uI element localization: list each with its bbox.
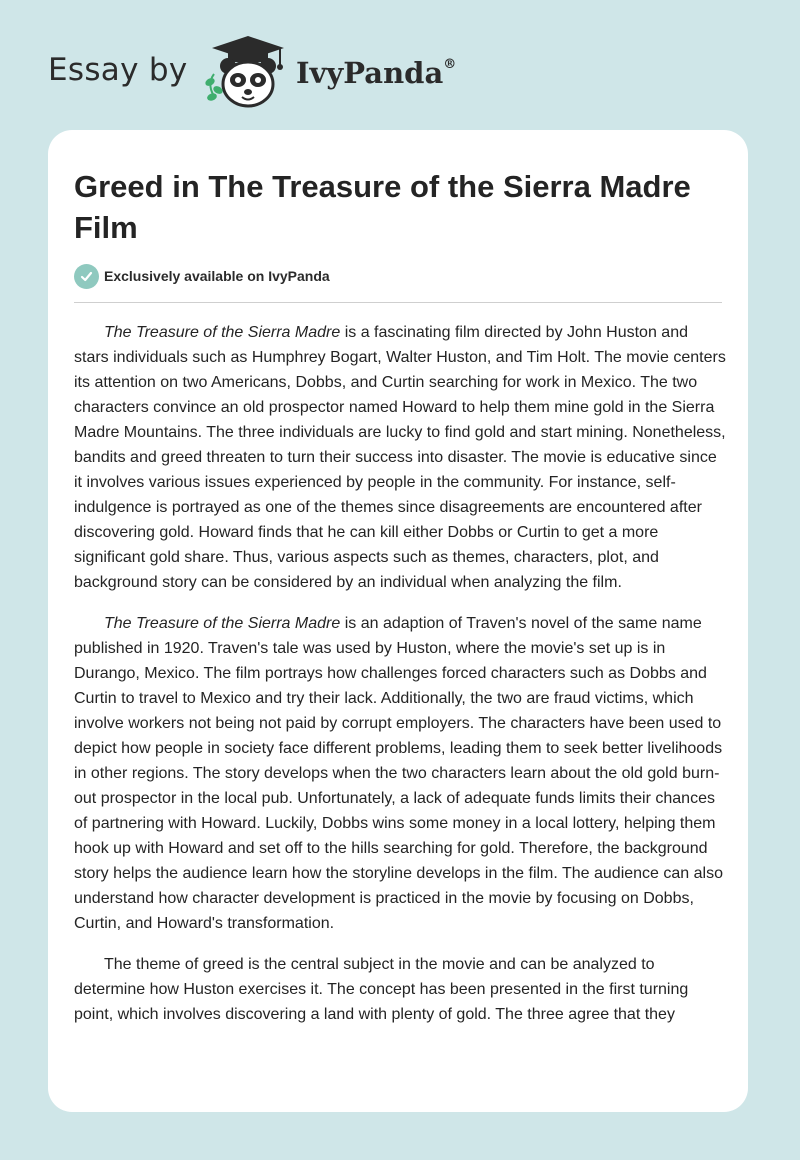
essay-card xyxy=(48,130,748,1112)
divider xyxy=(74,302,722,303)
registered-mark: ® xyxy=(443,57,457,73)
essay-body xyxy=(74,320,726,1043)
site-header xyxy=(0,0,800,130)
paragraph xyxy=(74,611,726,936)
paragraph-text: is a fascinating film directed by John Huston and stars individuals such as Humphrey Bogart, Walter Huston, and Tim Holt. The movie centers its attention on two Americans, Dobbs, and Curtin searching for work in Mexico. The two characters convince an old prospector named Howard to help them mine gold in the Sierra Madre Mountains. The three individuals are lucky to find gold and start mining. Nonetheless, bandits and greed threaten to turn their success into disaster. The movie is educative since it involves various issues experienced by people in the community. For instance, self-indulgence is portrayed as one of the themes since disagreements are encountered after discovering gold. Howard finds that he can kill either Dobbs or Curtin to get a more significant gold share. Thus, various aspects such as themes, characters, plot, and background story can be considered by an individual when analyzing the film. xyxy=(74,324,726,591)
paragraph-text: is an adaption of Traven's novel of the same name published in 1920. Traven's tale was used by Huston, where the movie's set up is in Durango, Mexico. The film portrays how challenges forced characters such as Dobbs and Curtin to travel to Mexico and try their lack. Additionally, the two are fraud victims, which involve workers not being not paid by corrupt employers. The characters have been used to depict how people in society face different problems, leading them to seek better livelihoods in other regions. The story develops when the two characters learn about the old gold burn-out prospector in the local pub. Unfortunately, a lack of adequate funds limits their chances of partnering with Howard. Luckily, Dobbs wins some money in a local lottery, helping them hook up with Howard and set off to the hills searching for gold. Therefore, the background story helps the audience learn how the storyline develops in the film. The audience can also understand how character development is practiced in the movie by focusing on Dobbs, Curtin, and Howard's transformation. xyxy=(74,615,723,932)
paragraph-text: The theme of greed is the central subject in the movie and can be analyzed to determine how Huston exercises it. The concept has been presented in the first turning point, which involves discovering a land with plenty of gold. The three agree that they xyxy=(74,956,689,1023)
ivypanda-panda-logo-icon[interactable] xyxy=(200,34,292,112)
check-icon xyxy=(74,264,99,289)
essay-title: Greed in The Treasure of the Sierra Madre Film xyxy=(74,169,691,245)
essay-by-label: Essay by xyxy=(48,52,188,88)
brand-name[interactable] xyxy=(296,56,456,90)
film-title-italic: The Treasure of the Sierra Madre xyxy=(104,615,341,632)
exclusive-badge-label: Exclusively available on IvyPanda xyxy=(104,268,330,284)
exclusive-badge xyxy=(74,263,330,289)
paragraph xyxy=(74,320,726,595)
paragraph xyxy=(74,952,726,1027)
brand-text: IvyPanda xyxy=(296,56,444,90)
film-title-italic: The Treasure of the Sierra Madre xyxy=(104,324,341,341)
